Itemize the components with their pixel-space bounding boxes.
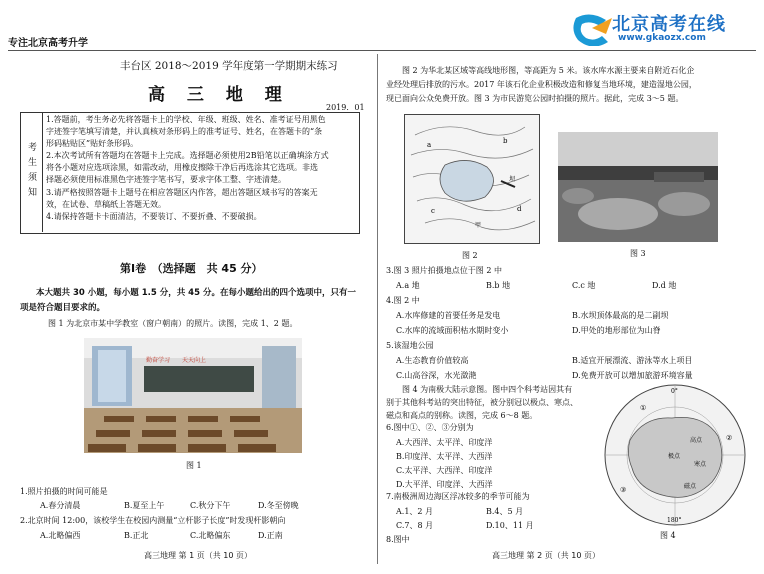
classroom-banner: 勤奋学习 天天向上 bbox=[146, 357, 207, 364]
q1-option-b[interactable]: B.夏至上午 bbox=[124, 501, 165, 510]
q5-option-b[interactable]: B.适宜开展漂流、游泳等水上项目 bbox=[572, 356, 693, 365]
column-divider bbox=[377, 54, 378, 564]
notice-line: 3.请严格按照答题卡上题号在相应答题区内作答，超出答题区域书写的答案无 bbox=[46, 187, 318, 197]
notice-label: 考生须知 bbox=[20, 112, 43, 232]
q5-stem: 5.该湿地公园 bbox=[386, 341, 434, 350]
q2-option-d[interactable]: D.正南 bbox=[258, 531, 283, 540]
q1-option-a[interactable]: A.春分清晨 bbox=[40, 501, 81, 510]
map-label-c: c bbox=[431, 207, 435, 215]
q35-intro bbox=[386, 64, 756, 106]
ocean-2: ② bbox=[726, 434, 733, 442]
lon-0: 0° bbox=[671, 388, 678, 395]
q1-stem: 1.照片拍摄的时间可能是 bbox=[20, 487, 108, 496]
q3-option-d[interactable]: D.d 地 bbox=[652, 281, 677, 290]
q3-option-a[interactable]: A.a 地 bbox=[396, 281, 420, 290]
logo-name: 北京高考在线 bbox=[612, 14, 726, 35]
intro-line: 本大题共 30 小题，每小题 1.5 分，共 45 分。在每小题给出的四个选项中，只有一 bbox=[36, 288, 356, 298]
q4-option-d[interactable]: D.甲处的地形部位为山脊 bbox=[572, 326, 661, 335]
fig4-caption: 图 4 bbox=[660, 531, 676, 540]
notice-line: 效，在试卷、草稿纸上答题无效。 bbox=[46, 199, 166, 209]
q6-option-a[interactable]: A.大西洋、太平洋、印度洋 bbox=[396, 438, 493, 447]
fig2-caption: 图 2 bbox=[462, 251, 478, 260]
exam-title: 丰台区 2018～2019 学年度第一学期期末练习 bbox=[120, 60, 338, 72]
q7-option-b[interactable]: B.4、5 月 bbox=[486, 507, 524, 516]
intro-line: 图 4 为南极大陆示意图。图中四个科考站因其有 bbox=[402, 385, 573, 394]
intro-line: 磁点和高点的别称。读图，完成 6～8 题。 bbox=[386, 411, 538, 420]
header-divider bbox=[8, 50, 756, 51]
q5-option-a[interactable]: A.生态教育价值较高 bbox=[396, 356, 469, 365]
q6-option-c[interactable]: C.太平洋、大西洋、印度洋 bbox=[396, 466, 493, 475]
station-pole: 极点 bbox=[668, 453, 681, 460]
exam-date: 2019．01 bbox=[326, 103, 365, 112]
notice-line: 将各小题对应选项涂黑，如需改动，用橡皮擦除干净后再选涂其它选项。非选 bbox=[46, 163, 318, 173]
q4-option-b[interactable]: B.水坝顶体最高的是二副坝 bbox=[572, 311, 669, 320]
map-label-a: a bbox=[427, 141, 432, 149]
q3-option-b[interactable]: B.b 地 bbox=[486, 281, 511, 290]
q5-option-c[interactable]: C.山高谷深，水光潋滟 bbox=[396, 371, 477, 380]
q4-option-c[interactable]: C.水库的流域面积枯水期时变小 bbox=[396, 326, 509, 335]
intro-line: 业经处理后排放的污水。2017 年该石化企业积极改造和修复当地环境，建造湿地公园， bbox=[386, 80, 697, 89]
q2-option-c[interactable]: C.北略偏东 bbox=[190, 531, 231, 540]
wetland-photo bbox=[558, 132, 718, 242]
notice-line: 1.答题前，考生务必先将答题卡上的学校、年级、班级、姓名、准考证号用黑色 bbox=[46, 115, 326, 124]
intro-line: 别于其他科考站的突出特征，被分别冠以极点、寒点、 bbox=[386, 398, 578, 407]
q68-intro bbox=[386, 383, 606, 422]
page-footer-2: 高三地理 第 2 页（共 10 页） bbox=[492, 551, 600, 560]
station-magnetic: 磁点 bbox=[684, 483, 697, 490]
q1-option-c[interactable]: C.秋分下午 bbox=[190, 501, 231, 510]
notice-text bbox=[46, 114, 356, 223]
q2-option-b[interactable]: B.正北 bbox=[124, 531, 149, 540]
q6-stem: 6.图中①、②、③分别为 bbox=[386, 423, 474, 432]
classroom-photo bbox=[84, 338, 302, 453]
map-label-d: d bbox=[517, 205, 522, 213]
map-label-jia: 甲 bbox=[475, 222, 482, 229]
q4-option-a[interactable]: A.水库修建的首要任务是发电 bbox=[396, 311, 501, 320]
q2-option-a[interactable]: A.北略偏西 bbox=[40, 531, 81, 540]
station-high: 高点 bbox=[690, 437, 703, 444]
logo-url[interactable]: www.gkaozx.com bbox=[618, 33, 706, 43]
q12-intro: 图 1 为北京市某中学教室（窗户朝南）的照片。读图，完成 1、2 题。 bbox=[48, 319, 298, 328]
q6-option-b[interactable]: B.印度洋、太平洋、大西洋 bbox=[396, 452, 493, 461]
notice-line: 4.请保持答题卡卡面清洁，不要装订、不要折叠、不要破损。 bbox=[46, 211, 262, 221]
q6-option-d[interactable]: D.大平洋、印度洋、大西洋 bbox=[396, 480, 493, 489]
contour-map bbox=[404, 114, 540, 244]
intro-line: 现已面向公众免费开放。图 3 为市民游览公园时拍摄的照片。据此，完成 3～5 题。 bbox=[386, 94, 684, 103]
station-cold: 寒点 bbox=[694, 461, 707, 468]
q7-stem: 7.南极洲周边海区浮冰较多的季节可能为 bbox=[386, 492, 530, 501]
map-label-b: b bbox=[503, 137, 508, 145]
q7-option-d[interactable]: D.10、11 月 bbox=[486, 521, 534, 530]
q2-stem: 2.北京时间 12:00，该校学生在校园内测量“立杆影子长度”时发现杆影朝向 bbox=[20, 516, 286, 525]
reservoir bbox=[440, 160, 494, 201]
antarctica-map bbox=[600, 380, 750, 530]
page-footer-1: 高三地理 第 1 页（共 10 页） bbox=[144, 551, 252, 560]
q1-option-d[interactable]: D.冬至傍晚 bbox=[258, 501, 299, 510]
intro-line: 图 2 为华北某区域等高线地形图，等高距为 5 米。该水库水源主要来自附近石化企 bbox=[402, 66, 695, 75]
q4-stem: 4.图 2 中 bbox=[386, 296, 420, 305]
header-left-title: 专注北京高考升学 bbox=[8, 38, 88, 49]
section-intro bbox=[20, 286, 365, 316]
q3-option-c[interactable]: C.c 地 bbox=[572, 281, 596, 290]
notice-line: 形码粘贴区”贴好条形码。 bbox=[46, 139, 139, 149]
notice-line: 字迹签字笔填写清楚，并认真核对条形码上的准考证号、姓名，在答题卡的“条 bbox=[46, 127, 323, 137]
notice-line: 2.本次考试所有答题均在答题卡上完成。选择题必须使用2B铅笔以正确填涂方式 bbox=[46, 151, 329, 161]
intro-line: 项是符合题目要求的。 bbox=[20, 303, 106, 313]
ocean-3: ③ bbox=[620, 486, 627, 494]
section-title: 第Ⅰ卷 （选择题 共 45 分） bbox=[120, 262, 263, 275]
page-title: 高 三 地 理 bbox=[148, 85, 290, 105]
q8-stem: 8.图中 bbox=[386, 535, 410, 544]
fig3-caption: 图 3 bbox=[630, 249, 646, 258]
q7-option-c[interactable]: C.7、8 月 bbox=[396, 521, 434, 530]
q3-stem: 3.图 3 照片拍摄地点位于图 2 中 bbox=[386, 266, 502, 275]
lon-180: 180° bbox=[667, 517, 682, 524]
q5-option-d[interactable]: D.免费开放可以增加旅游环境容量 bbox=[572, 371, 693, 380]
map-label-dam: 坝 bbox=[509, 176, 516, 183]
ocean-1: ① bbox=[640, 404, 647, 412]
fig1-caption: 图 1 bbox=[186, 461, 202, 470]
q7-option-a[interactable]: A.1、2 月 bbox=[396, 507, 434, 516]
notice-line: 择题必须使用标准黑色字迹签字笔书写，要求字体工整、字迹清楚。 bbox=[46, 175, 286, 185]
